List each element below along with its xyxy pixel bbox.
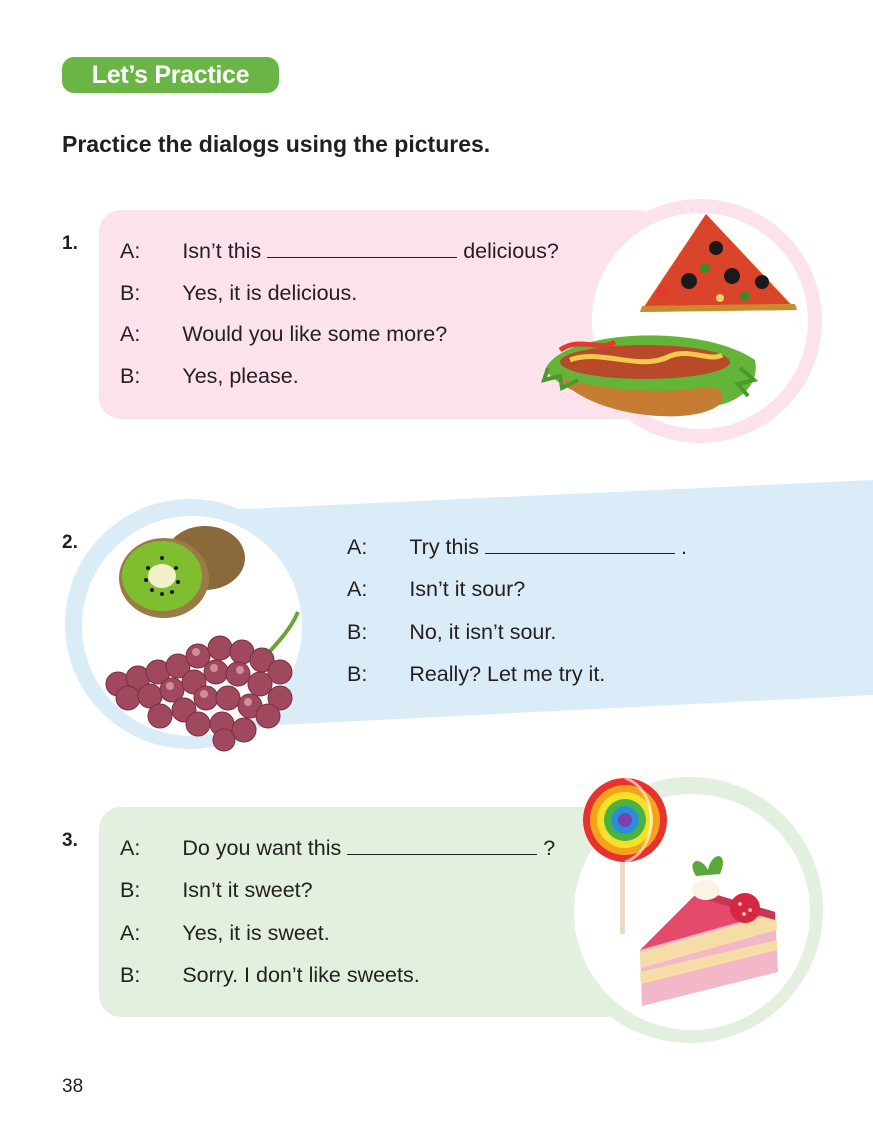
dialog-1-number: 1.	[62, 233, 78, 254]
speaker-label: A:	[120, 921, 141, 945]
dialog-3-line-1: A: Do you want this ?	[120, 836, 556, 860]
speaker-label: A:	[120, 322, 141, 346]
dialog-2-line-4: B: Really? Let me try it.	[347, 662, 606, 686]
speaker-label: A:	[120, 239, 141, 263]
speaker-label: B:	[347, 662, 368, 686]
dialog-1-line-2: B: Yes, it is delicious.	[120, 281, 358, 305]
speaker-label: B:	[347, 620, 368, 644]
dialog-3-line-4: B: Sorry. I don’t like sweets.	[120, 963, 420, 987]
dialog-3-line-2: B: Isn’t it sweet?	[120, 878, 313, 902]
dialog-1-line-1: A: Isn’t this delicious?	[120, 239, 559, 263]
badge-label: Let’s Practice	[91, 60, 250, 89]
dialog-2-line-2: A: Isn’t it sour?	[347, 577, 526, 601]
instruction-text: Practice the dialogs using the pictures.	[62, 131, 491, 157]
dialog-2-line-3: B: No, it isn’t sour.	[347, 620, 557, 644]
speaker-label: A:	[120, 836, 141, 860]
speaker-label: B:	[120, 364, 141, 388]
dialog-1-line-4: B: Yes, please.	[120, 364, 299, 388]
page-number: 38	[62, 1076, 84, 1097]
speaker-label: A:	[347, 577, 368, 601]
speaker-label: A:	[347, 535, 368, 559]
dialog-2-line-1: A: Try this .	[347, 535, 687, 559]
dialog-3-line-3: A: Yes, it is sweet.	[120, 921, 330, 945]
speaker-label: B:	[120, 963, 141, 987]
dialog-1-line-3: A: Would you like some more?	[120, 322, 448, 346]
dialog-2-number: 2.	[62, 532, 78, 553]
speaker-label: B:	[120, 281, 141, 305]
speaker-label: B:	[120, 878, 141, 902]
dialog-3-number: 3.	[62, 830, 78, 851]
